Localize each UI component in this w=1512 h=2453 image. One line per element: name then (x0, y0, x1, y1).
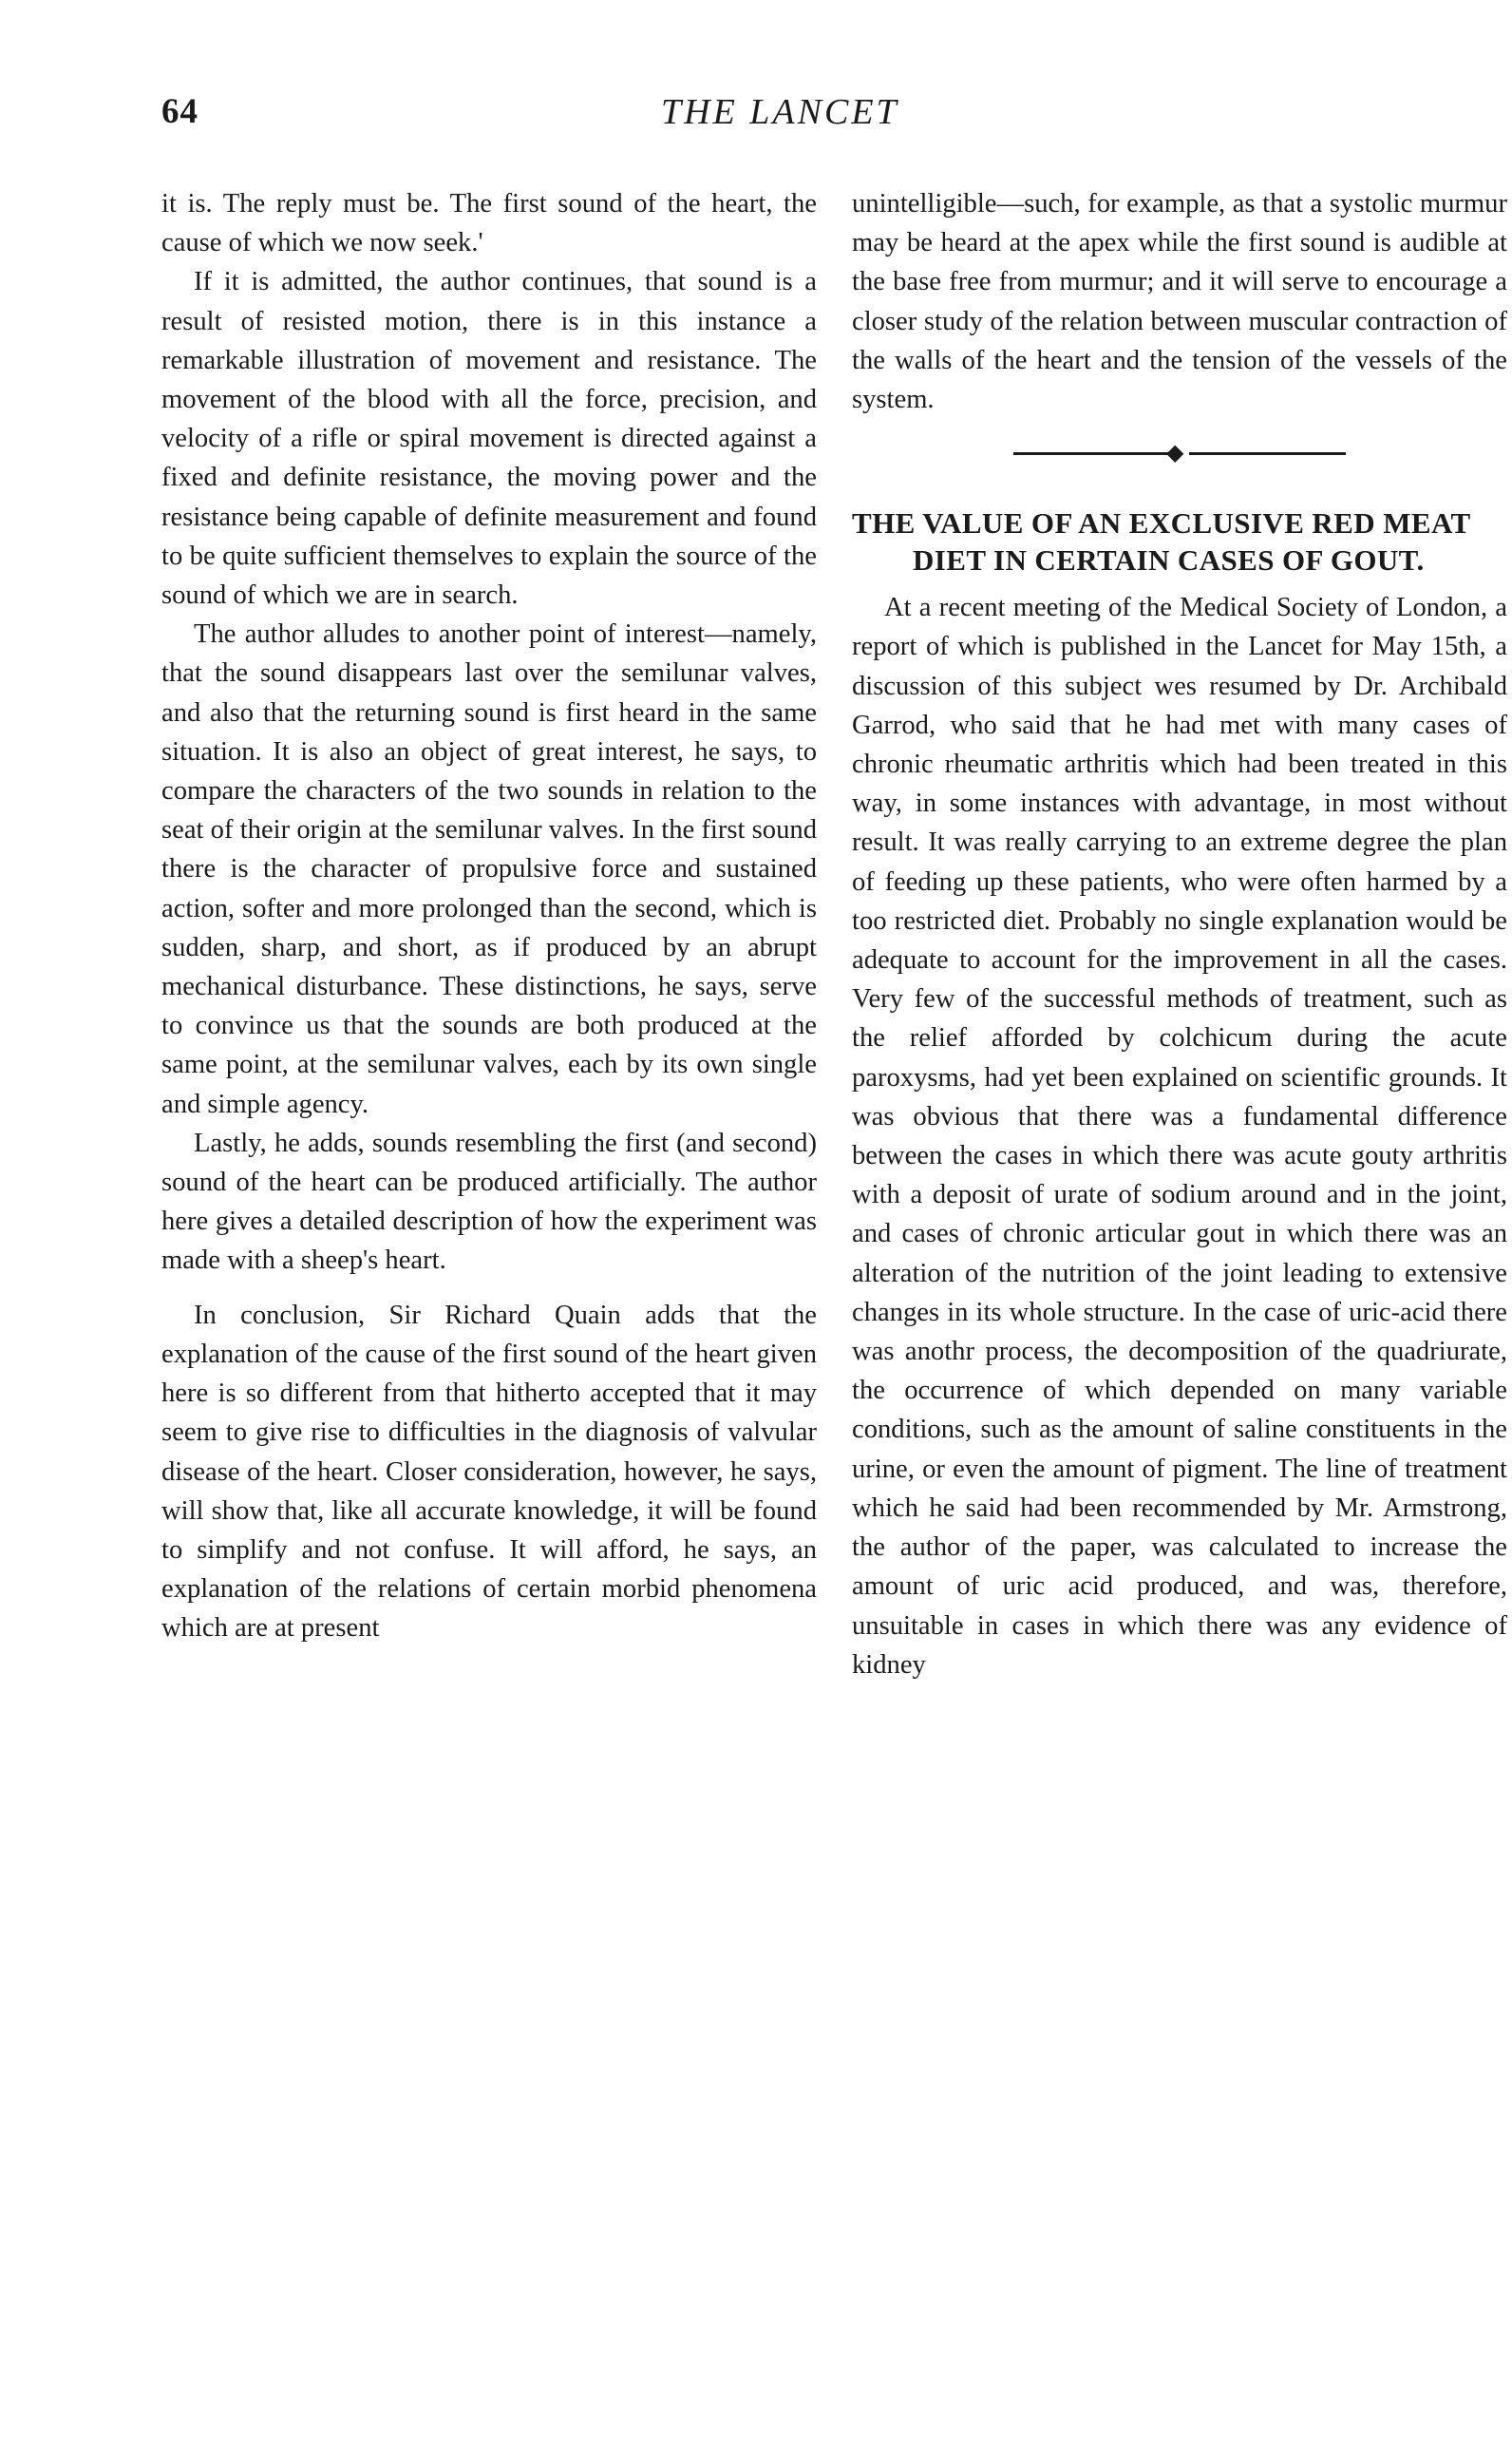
left-paragraph-2: If it is admitted, the author continues, that sound is a result of resisted motion, there is in this instance a remarkable illustration of movement and resistance. The movement of the blood with all the force, precision, and velocity of a rifle or spiral movement is directed against a fixed and definite resistance, the moving power and the resistance being capable of definite measurement and found to be quite sufficient themselves to explain the source of the sound of which we are in search. (161, 267, 817, 611)
divider-rule-left (1013, 452, 1170, 455)
divider-rule-right (1189, 452, 1346, 455)
left-paragraph-1: it is. The reply must be. The first sound of the heart, the cause of which we now seek.' (161, 189, 817, 258)
section-divider (852, 442, 1507, 465)
article-heading: THE VALUE OF AN EXCLUSIVE RED MEAT DIET IN CERTAIN CASES OF GOUT. (852, 506, 1470, 578)
left-paragraph-3: The author alludes to another point of interest—namely, that the sound disappears last over the semilunar valves, and also that the returning sound is first heard in the same situation. It is also an object of great interest, he says, to compare the characters of the two sounds in relation to the seat of their origin at the semilunar valves. In the first sound there is the character of propulsive force and sustained action, softer and more prolonged than the second, which is sudden, sharp, and short, as if produced by an abrupt mechanical disturbance. These distinctions, he says, serve to convince us that the sounds are both produced at the same point, at the semilunar valves, each by its own single and simple agency. (161, 619, 817, 1119)
page-header (161, 91, 1510, 148)
running-title: THE LANCET (661, 92, 899, 132)
page-number: 64 (161, 92, 198, 131)
divider-ornament-icon: ◆ (1166, 441, 1184, 466)
left-column (161, 184, 817, 1648)
article-paragraph: At a recent meeting of the Medical Society of London, a report of which is published in the Lancet for May 15th, a discussion of this subject wes resumed by Dr. Archibald Garrod, who said that he had met with many cases of chronic rheumatic arthritis which had been treated in this way, in some instances with advantage, in most without result. It was really carrying to an extreme degree the plan of feeding up these patients, who were often harmed by a too restricted diet. Probably no single explanation would be adequate to account for the improvement in all the cases. Very few of the successful methods of treatment, such as the relief afforded by colchicum during the acute paroxysms, had yet been explained on scientific grounds. It was obvious that there was a fundamental difference between the cases in which there was acute gouty arthritis with a deposit of urate of sodium around and in the joint, and cases of chronic articular gout in which there was an alteration of the nutrition of the joint leading to extensive changes in its whole structure. In the case of uric-acid there was anothr process, the decomposition of the quadriurate, the occurrence of which depended on many variable conditions, such as the amount of saline constituents in the urine, or even the amount of pigment. The line of treatment which he said had been recommended by Mr. Armstrong, the author of the paper, was calculated to increase the amount of uric acid produced, and was, therefore, unsuitable in cases in which there was any evidence of kidney (852, 593, 1507, 1680)
right-column (852, 184, 1507, 1684)
right-continuation-paragraph: unintelligible—such, for example, as that a systolic murmur may be heard at the apex while the first sound is audible at the base free from murmur; and it will serve to encourage a closer study of the relation between muscular contraction of the walls of the heart and the tension of the vessels of the system. (852, 189, 1507, 415)
left-paragraph-4: Lastly, he adds, sounds resembling the first (and second) sound of the heart can be produced artificially. The author here gives a detailed description of how the experiment was made with a sheep's heart. (161, 1128, 817, 1276)
left-paragraph-5: In conclusion, Sir Richard Quain adds that the explanation of the cause of the first sound of the heart given here is so different from that hitherto accepted that it may seem to give rise to difficulties in the diagnosis of valvular disease of the heart. Closer consideration, however, he says, will show that, like all accurate knowledge, it will be found to simplify and not confuse. It will afford, he says, an explanation of the relations of certain morbid phenomena which are at present (161, 1300, 817, 1644)
